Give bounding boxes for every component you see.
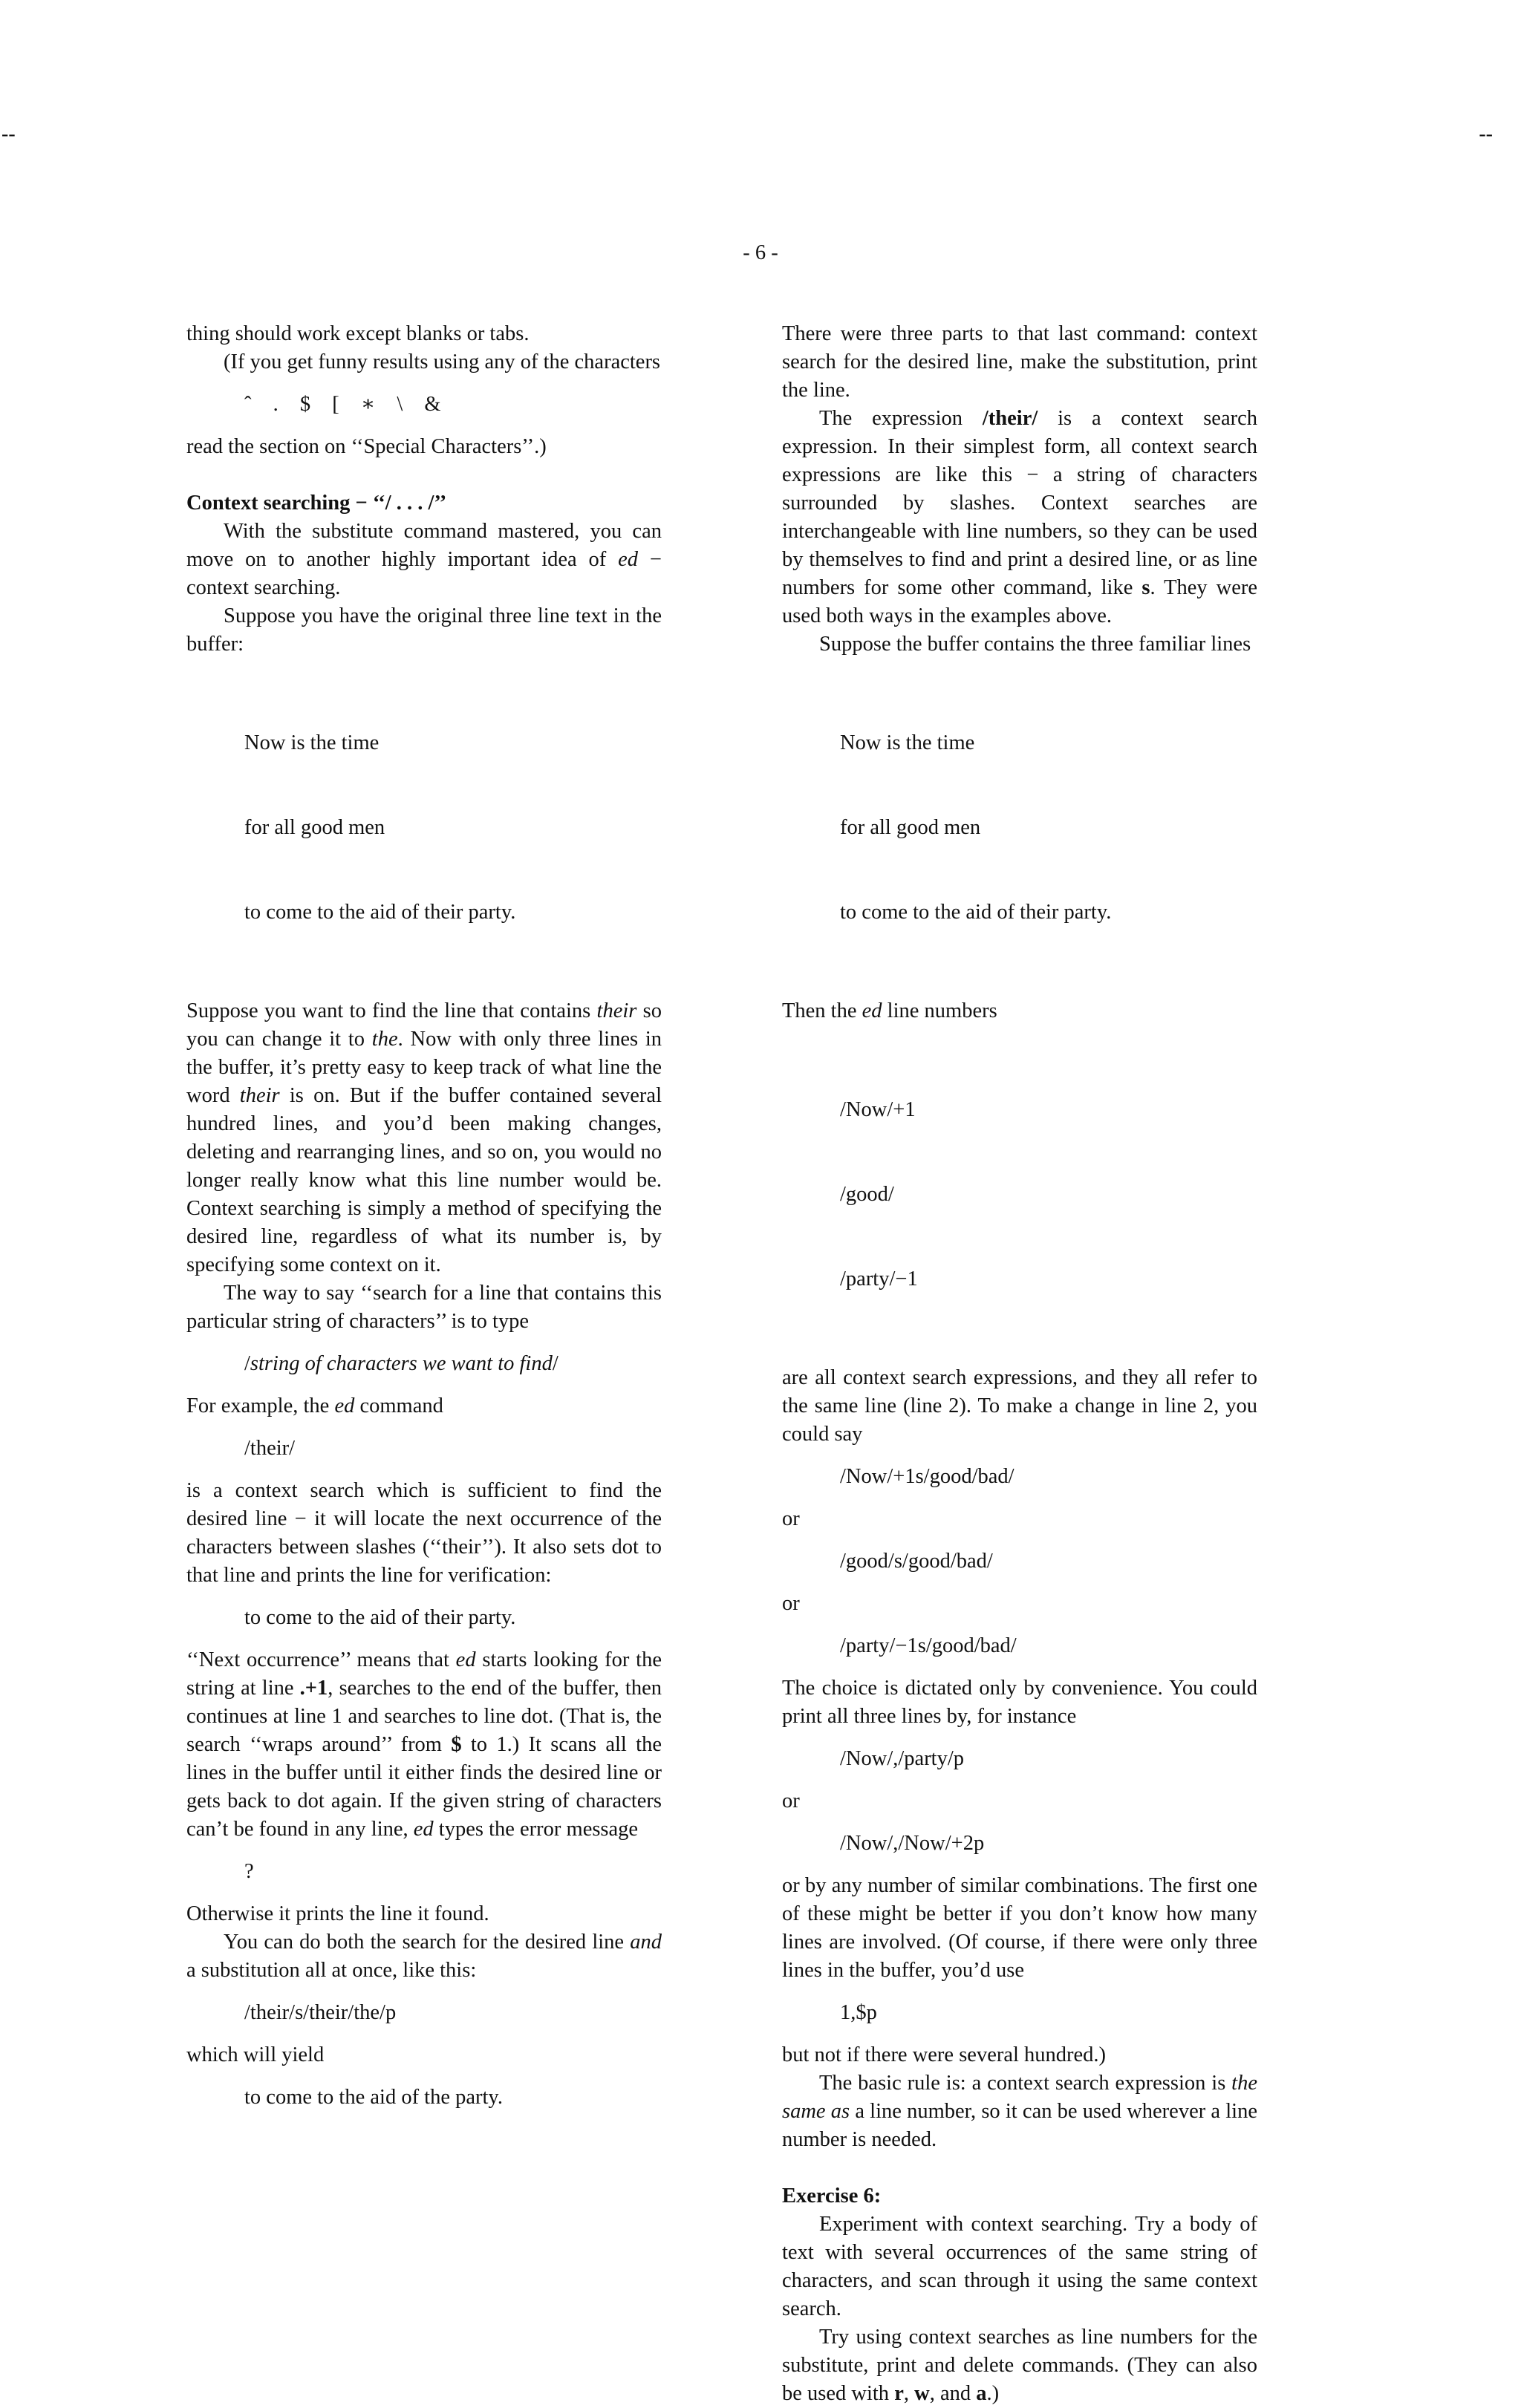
or-text: or bbox=[782, 1789, 800, 1812]
paragraph: There were three parts to that last command: context search for the desired line, make the substitution, print the line. bbox=[782, 322, 1257, 402]
paragraph: or by any number of similar combinations. The first one of these might be better if you don’t know how many lines are involved. (Of course, if there were only three lines in the buffer, you’d use bbox=[782, 1874, 1257, 1982]
paragraph: You can do both the search for the desired line and a substitution all at once, like this: bbox=[186, 1931, 662, 1982]
paragraph: read the section on ‘‘Special Characters’’.) bbox=[186, 435, 547, 458]
section-heading: Exercise 6: bbox=[782, 2185, 882, 2208]
text-line: for all good men bbox=[840, 816, 981, 839]
text-line: Now is the time bbox=[244, 731, 380, 754]
text-display bbox=[840, 673, 1257, 983]
or-text: or bbox=[782, 1592, 800, 1615]
paragraph: The choice is dictated only by convenience. You could print all three lines by, for instance bbox=[782, 1677, 1257, 1728]
command-display: /Now/,/Now/+2p bbox=[840, 1832, 985, 1855]
command-display: /Now/,/party/p bbox=[840, 1747, 965, 1770]
expression-line: /party/−1 bbox=[840, 1267, 918, 1291]
paragraph: The way to say ‘‘search for a line that contains this particular string of characters’’ is to type bbox=[186, 1282, 662, 1333]
paragraph: ‘‘Next occurrence’’ means that ed starts looking for the string at line .+1, searches to the end of the buffer, then continues at line 1 and searches to line dot. (That is, the search ‘‘wraps around’’ from $ to 1.) It scans all the lines in the buffer until it either finds the desired line or gets back to dot again. If the given string of characters can’t be found in any line, ed types the error message bbox=[186, 1648, 662, 1841]
command-display: /party/−1s/good/bad/ bbox=[840, 1634, 1017, 1657]
paragraph: Suppose you have the original three line text in the buffer: bbox=[186, 604, 662, 656]
expression-display bbox=[840, 1040, 1257, 1350]
output-display: to come to the aid of their party. bbox=[244, 1606, 516, 1629]
expression-line: /good/ bbox=[840, 1183, 894, 1206]
command-display: /Now/+1s/good/bad/ bbox=[840, 1465, 1014, 1488]
error-display: ? bbox=[244, 1860, 254, 1883]
corner-mark-right: -- bbox=[1479, 123, 1493, 146]
command-display: /their/s/their/the/p bbox=[244, 2001, 397, 2024]
paragraph: Suppose the buffer contains the three familiar lines bbox=[819, 633, 1251, 656]
section-heading: Context searching − ‘‘/ . . . /’’ bbox=[186, 492, 447, 515]
paragraph: The basic rule is: a context search expression is the same as a line number, so it can be used wherever a line number is needed. bbox=[782, 2072, 1257, 2151]
output-display: to come to the aid of the party. bbox=[244, 2086, 503, 2109]
paragraph: which will yield bbox=[186, 2043, 325, 2066]
text-line: to come to the aid of their party. bbox=[244, 901, 516, 924]
paragraph: Otherwise it prints the line it found. bbox=[186, 1902, 489, 1925]
text-display bbox=[244, 673, 662, 983]
or-text: or bbox=[782, 1507, 800, 1530]
paragraph: For example, the ed command bbox=[186, 1394, 443, 1417]
corner-mark-left: -- bbox=[1, 123, 16, 146]
expression-line: /Now/+1 bbox=[840, 1098, 916, 1121]
paragraph: Then the ed line numbers bbox=[782, 999, 997, 1022]
paragraph: are all context search expressions, and they all refer to the same line (line 2). To make a change in line 2, you could say bbox=[782, 1366, 1257, 1446]
text-line: for all good men bbox=[244, 816, 385, 839]
command-display: /good/s/good/bad/ bbox=[840, 1550, 993, 1573]
left-column bbox=[186, 320, 662, 2126]
command-display: /their/ bbox=[244, 1437, 296, 1460]
page-number: - 6 - bbox=[743, 241, 778, 264]
paragraph: but not if there were several hundred.) bbox=[782, 2043, 1107, 2066]
paragraph: thing should work except blanks or tabs. bbox=[186, 322, 530, 345]
text-line: to come to the aid of their party. bbox=[840, 901, 1112, 924]
paragraph: Experiment with context searching. Try a body of text with several occurrences of the same string of characters, and scan through it using the same context search. bbox=[782, 2213, 1257, 2320]
search-pattern-display: /string of characters we want to find/ bbox=[244, 1352, 558, 1375]
paragraph: With the substitute command mastered, you can move on to another highly important idea of ed − context searching. bbox=[186, 520, 662, 599]
paragraph: Suppose you want to find the line that contains their so you can change it to the. Now with only three lines in the buffer, it’s pretty easy to keep track of what line the word their is on. But if the buffer contained several hundred lines, and you’d been making changes, deleting and rearranging lines, and so on, you would no longer really know what this line number would be. Context searching is simply a method of specifying the desired line, regardless of what its number is, by specifying some context on it. bbox=[186, 999, 662, 1276]
paragraph: (If you get funny results using any of the characters bbox=[224, 350, 661, 373]
right-column bbox=[782, 320, 1257, 2408]
special-characters-display: ˆ . $ [ ∗ \ & bbox=[244, 393, 441, 416]
command-display: 1,$p bbox=[840, 2001, 877, 2024]
text-line: Now is the time bbox=[840, 731, 975, 754]
paragraph: is a context search which is sufficient to find the desired line − it will locate the next occurrence of the characters between slashes (‘‘their’’). It also sets dot to that line and prints the line for verification: bbox=[186, 1479, 662, 1587]
paragraph: The expression /their/ is a context search expression. In their simplest form, all context search expressions are like this − a string of characters surrounded by slashes. Context searches are interchangeable with line numbers, so they can be used by themselves to find and print a desired line, or as line numbers for some other command, like s. They were used both ways in the examples above. bbox=[782, 407, 1257, 627]
paragraph: Try using context searches as line numbers for the substitute, print and delete commands. (They can also be used with r, w, and a.) bbox=[782, 2326, 1257, 2405]
